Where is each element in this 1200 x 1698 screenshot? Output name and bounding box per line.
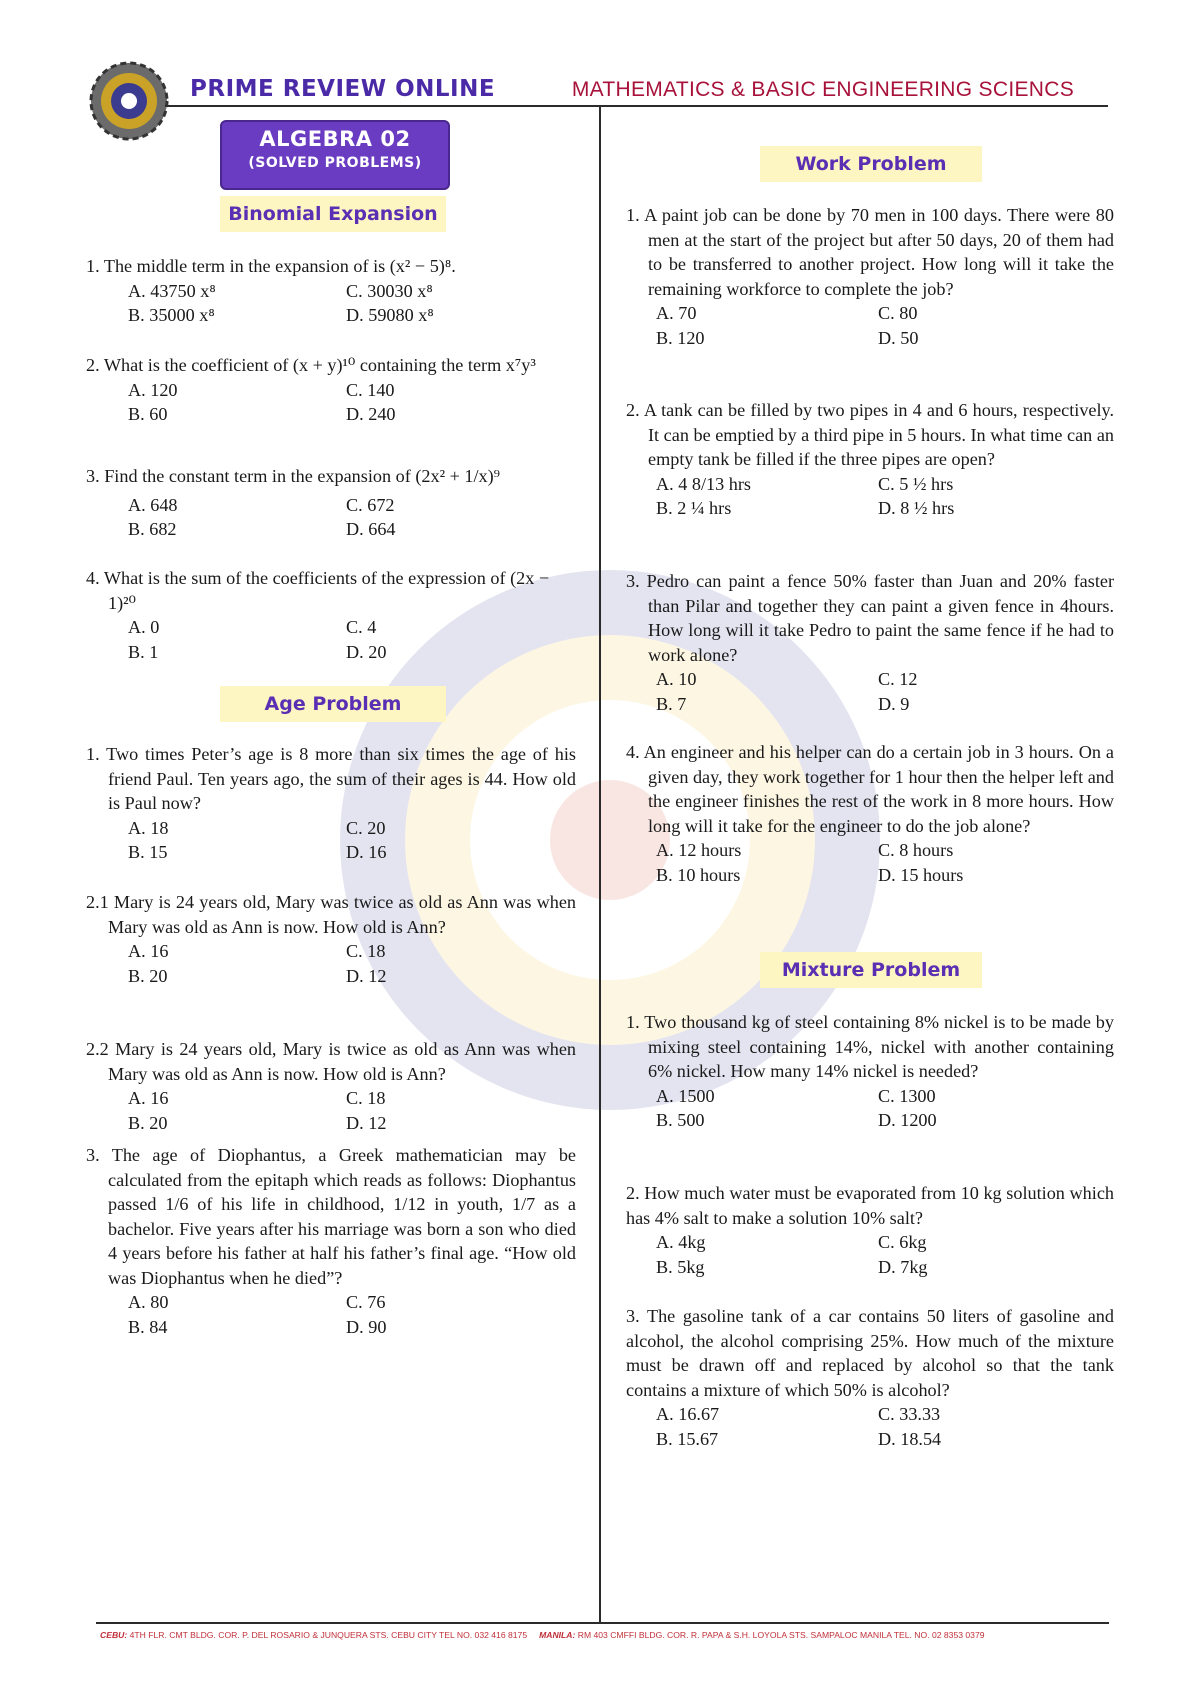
header-divider [165, 105, 1108, 107]
question-text: 1. The middle term in the expansion of is (x² − 5)⁸. [86, 256, 456, 276]
document-subtitle: (SOLVED PROBLEMS) [248, 155, 422, 171]
option-b: B. 15 [128, 842, 168, 862]
option-d: D. 1200 [878, 1110, 937, 1130]
subject-title: MATHEMATICS & BASIC ENGINEERING SCIENCS [571, 78, 1074, 101]
question-age-3 [86, 1143, 576, 1339]
option-d: D. 240 [346, 404, 396, 424]
option-a: A. 43750 x⁸ [128, 280, 216, 301]
question-text: 2.2 Mary is 24 years old, Mary is twice as old as Ann was when Mary was old as Ann is now. How old is Ann? [86, 1039, 576, 1084]
question-text: 1. Two times Peter’s age is 8 more than six times the age of his friend Paul. Ten years ago, the sum of their ages is 44. How old is Paul now? [86, 744, 576, 813]
option-d: D. 12 [346, 1112, 387, 1133]
option-a: A. 1500 [656, 1085, 715, 1106]
option-d: D. 16 [346, 842, 387, 862]
gear-logo-icon [88, 60, 170, 142]
section-binomial-expansion: Binomial Expansion [220, 196, 446, 232]
question-text: 3. Pedro can paint a fence 50% faster than Juan and 20% faster than Pilar and together they can paint a given fence in 4hours. How long will it take Pedro to paint the same fence if he had to work alone? [626, 571, 1114, 665]
option-c: C. 8 hours [878, 840, 954, 860]
option-b: B. 20 [128, 1112, 168, 1133]
option-b: B. 1 [128, 641, 159, 662]
question-binomial-3 [86, 464, 576, 542]
option-b: B. 15.67 [656, 1428, 719, 1449]
option-c: C. 672 [346, 494, 395, 515]
question-text: 4. An engineer and his helper can do a certain job in 3 hours. On a given day, they work together for 1 hour then the helper left and the engineer finishes the rest of the work in 8 more hours. How long will it take for the engineer to do the job alone? [626, 742, 1114, 836]
option-b: B. 120 [656, 327, 705, 348]
question-text: 1. Two thousand kg of steel containing 8% nickel is to be made by mixing steel containing 14%, nickel with another containing 6% nickel. How many 14% nickel is needed? [626, 1012, 1114, 1081]
question-text: 3. Find the constant term in the expansion of (2x² + 1/x)⁹ [86, 466, 501, 486]
option-b: B. 35000 x⁸ [128, 305, 215, 325]
option-a: A. 0 [128, 617, 160, 637]
document-title: ALGEBRA 02 [259, 127, 411, 151]
footer-manila-label: MANILA: [539, 1630, 576, 1640]
question-text: 2. What is the coefficient of (x + y)¹⁰ containing the term x⁷y³ [86, 355, 536, 375]
option-a: A. 18 [128, 817, 169, 838]
option-b: B. 20 [128, 965, 168, 986]
brand-title: PRIME REVIEW ONLINE [190, 76, 496, 102]
option-a: A. 16.67 [656, 1404, 720, 1424]
option-b: B. 84 [128, 1316, 168, 1337]
footer-cebu-address: 4TH FLR. CMT BLDG. COR. P. DEL ROSARIO & JUNQUERA STS. CEBU CITY TEL NO. 032 416 8175 [129, 1630, 528, 1640]
question-work-4 [626, 740, 1114, 887]
option-a: A. 4 8/13 hrs [656, 473, 751, 494]
option-a: A. 120 [128, 379, 178, 400]
option-a: A. 10 [656, 669, 697, 689]
option-c: C. 18 [346, 941, 386, 961]
question-text: 2. A tank can be filled by two pipes in 4 and 6 hours, respectively. It can be emptied by a third pipe in 5 hours. In what time can an empty tank be filled if the three pipes are open? [626, 400, 1114, 469]
question-text: 3. The gasoline tank of a car contains 50 liters of gasoline and alcohol, the alcohol comprising 25%. How much of the mixture must be drawn off and replaced by alcohol so that the tank contains a mixture of which 50% is alcohol? [626, 1306, 1114, 1400]
option-c: C. 5 ½ hrs [878, 473, 954, 494]
question-work-3 [626, 569, 1114, 716]
option-d: D. 90 [346, 1316, 387, 1337]
option-d: D. 9 [878, 693, 910, 714]
option-c: C. 76 [346, 1292, 386, 1312]
option-c: C. 33.33 [878, 1404, 941, 1424]
question-age-2-1 [86, 890, 576, 988]
section-age-problem: Age Problem [220, 686, 446, 722]
question-work-2 [626, 398, 1114, 521]
section-work-problem: Work Problem [760, 146, 982, 182]
option-b: B. 682 [128, 519, 177, 539]
option-a: A. 16 [128, 1088, 169, 1108]
option-c: C. 80 [878, 303, 918, 323]
option-b: B. 2 ¼ hrs [656, 498, 732, 518]
option-c: C. 20 [346, 817, 386, 838]
question-text: 1. A paint job can be done by 70 men in 100 days. There were 80 men at the start of the project but after 50 days, 20 of them had to be transferred to another project. How long will it take the remaining workforce to complete the job? [626, 205, 1114, 299]
question-age-1 [86, 742, 576, 865]
option-b: B. 7 [656, 693, 687, 714]
question-binomial-2 [86, 353, 576, 427]
option-d: D. 59080 x⁸ [346, 305, 434, 325]
footer-manila-address: RM 403 CMFFI BLDG. COR. R. PAPA & S.H. LOYOLA STS. SAMPALOC MANILA TEL. NO. 02 8353 0379 [577, 1630, 985, 1640]
option-c: C. 4 [346, 617, 377, 637]
option-d: D. 50 [878, 327, 919, 348]
question-text: 4. What is the sum of the coefficients of the expression of (2x − 1)²⁰ [86, 568, 550, 613]
option-d: D. 8 ½ hrs [878, 498, 955, 518]
column-divider [599, 107, 601, 1622]
option-a: A. 70 [656, 303, 697, 323]
question-binomial-4 [86, 566, 576, 664]
option-c: C. 1300 [878, 1085, 936, 1106]
option-c: C. 6kg [878, 1232, 927, 1252]
option-d: D. 18.54 [878, 1428, 942, 1449]
option-d: D. 12 [346, 965, 387, 986]
option-a: A. 16 [128, 941, 169, 961]
question-text: 3. The age of Diophantus, a Greek mathematician may be calculated from the epitaph which reads as follows: Diophantus passed 1/6 of his life in childhood, 1/12 in youth, 1/7 as a bachelor. Five years after his marriage was born a son who died 4 years before his father at half his father’s final age. “How old was Diophantus when he died”? [86, 1145, 576, 1288]
question-mixture-2 [626, 1181, 1114, 1279]
question-mixture-1 [626, 1010, 1114, 1133]
option-b: B. 10 hours [656, 864, 741, 885]
document-title-box [220, 120, 450, 190]
footer-addresses [100, 1630, 1110, 1640]
option-a: A. 12 hours [656, 840, 742, 860]
option-a: A. 648 [128, 494, 178, 515]
option-c: C. 30030 x⁸ [346, 280, 433, 301]
option-c: C. 12 [878, 669, 918, 689]
question-text: 2.1 Mary is 24 years old, Mary was twice as old as Ann was when Mary was old as Ann is now. How old is Ann? [86, 892, 576, 937]
option-d: D. 15 hours [878, 864, 964, 885]
question-work-1 [626, 203, 1114, 350]
option-b: B. 500 [656, 1110, 705, 1130]
option-b: B. 60 [128, 404, 168, 424]
section-mixture-problem: Mixture Problem [760, 952, 982, 988]
footer-cebu-label: CEBU: [100, 1630, 128, 1640]
option-d: D. 664 [346, 519, 396, 539]
option-a: A. 80 [128, 1292, 169, 1312]
footer-divider [96, 1622, 1109, 1624]
question-text: 2. How much water must be evaporated from 10 kg solution which has 4% salt to make a solution 10% salt? [626, 1183, 1114, 1228]
option-a: A. 4kg [656, 1232, 706, 1252]
option-c: C. 18 [346, 1088, 386, 1108]
option-c: C. 140 [346, 379, 395, 400]
question-mixture-3 [626, 1304, 1114, 1451]
option-b: B. 5kg [656, 1256, 705, 1277]
option-d: D. 20 [346, 641, 387, 662]
option-d: D. 7kg [878, 1256, 928, 1277]
question-age-2-2 [86, 1037, 576, 1135]
question-binomial-1 [86, 254, 576, 328]
